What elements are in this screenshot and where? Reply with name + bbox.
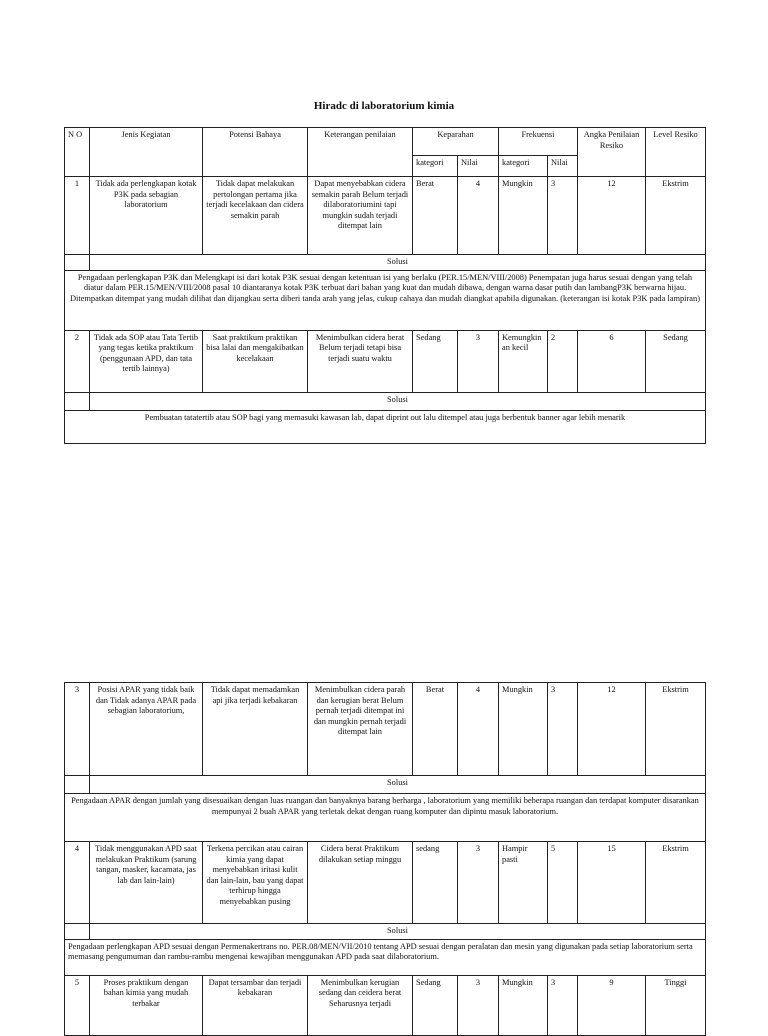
row-keparahan-nilai: 4: [458, 177, 499, 255]
row-keparahan-nilai: 3: [458, 842, 499, 924]
row-keparahan-kategori: sedang: [413, 842, 458, 924]
row-keparahan-nilai: 3: [458, 330, 499, 392]
header-frekuensi: Frekuensi: [499, 128, 578, 156]
row-angka-penilaian: 6: [578, 330, 646, 392]
solusi-text: Pengadaan perlengkapan P3K dan Melengkapi isi dari kotak P3K sesuai dengan ketentuan isi yang berlaku (PER.15/MEN/VIII/2008) Penempatan juga harus sesuai dengan yang telah diatur dalam PER.15/MEN/VIII/2008 pasal 10 diantaranya kotak P3K terbuat dari bahan yang kuat dan mudah dibawa, dengan warna dasar putih dan lambangP3K berwarna hijau. Ditempatkan ditempat yang mudah dilihat dan dijangkau serta diberi tanda arah yang jelas, cukup cahaya dan mudah diangkat apabila digunakan. (keterangan isi kotak P3K pada lampiran): [65, 270, 706, 330]
row-level-resiko: Ekstrim: [646, 842, 706, 924]
row-keparahan-kategori: Sedang: [413, 975, 458, 1035]
row-no: 1: [65, 177, 90, 255]
table-row: [65, 177, 706, 255]
row-keparahan-kategori: Berat: [413, 683, 458, 776]
row-keparahan-nilai: 3: [458, 975, 499, 1035]
row-potensi-bahaya: Tidak dapat memadamkan api jika terjadi kebakaran: [203, 683, 308, 776]
header-keparahan: Keparahan: [413, 128, 499, 156]
header-frekuensi-nilai: Nilai: [548, 156, 578, 177]
table-row: [65, 330, 706, 392]
row-jenis-kegiatan: Posisi APAR yang tidak baik dan Tidak adanya APAR pada sebagian laboratorium,: [90, 683, 203, 776]
row-angka-penilaian: 12: [578, 683, 646, 776]
solusi-text: Pengadaan perlengkapan APD sesuai dengan Permenakertrans no. PER.08/MEN/VII/2010 tentang APD sesuai dengan peralatan dan mesin yang digunakan pada setiap laboratorium serta memasang pengumuman dan rambu-rambu mengenai kewajiban menggunakan APD pada saat dilaboratorium.: [65, 939, 706, 975]
row-frekuensi-kategori: Mungkin: [499, 683, 548, 776]
row-frekuensi-kategori: Hampir pasti: [499, 842, 548, 924]
row-jenis-kegiatan: Tidak ada SOP atau Tata Tertib yang tegas ketika praktikum (penggunaan APD, dan tata tertib lainnya): [90, 330, 203, 392]
row-jenis-kegiatan: Proses praktikum dengan bahan kimia yang mudah terbakar: [90, 975, 203, 1035]
row-no: 4: [65, 842, 90, 924]
header-no: N O: [65, 128, 90, 177]
row-no: 2: [65, 330, 90, 392]
solusi-label: Solusi: [90, 392, 706, 410]
row-keterangan: Menimbulkan cidera parah dan kerugian berat Belum pernah terjadi ditempat ini dan mungkin pernah terjadi ditempat lain: [308, 683, 413, 776]
row-potensi-bahaya: Terkena percikan atau cairan kimia yang dapat menyebabkan iritasi kulit dan lain-lain, bau yang dapat terhirup hingga menyebabkan pusing: [203, 842, 308, 924]
row-potensi-bahaya: Tidak dapat melakukan pertolongan pertama jika terjadi kecelakaan dan cidera semakin parah: [203, 177, 308, 255]
hiradc-table-2: [64, 682, 706, 1036]
header-keterangan-penilaian: Keterangan penilaian: [308, 128, 413, 177]
header-keparahan-kategori: kategori: [413, 156, 458, 177]
row-frekuensi-nilai: 3: [548, 683, 578, 776]
header-keparahan-nilai: Nilai: [458, 156, 499, 177]
solusi-label: Solusi: [90, 255, 706, 271]
row-angka-penilaian: 15: [578, 842, 646, 924]
row-frekuensi-nilai: 3: [548, 177, 578, 255]
row-keparahan-kategori: Sedang: [413, 330, 458, 392]
row-keterangan: Menimbulkan cidera berat Belum terjadi tetapi bisa terjadi suatu waktu: [308, 330, 413, 392]
row-keterangan: Cidera berat Praktikum dilakukan setiap minggu: [308, 842, 413, 924]
table-row: [65, 683, 706, 776]
header-potensi-bahaya: Potensi Bahaya: [203, 128, 308, 177]
header-angka-penilaian: Angka Penilaian Resiko: [578, 128, 646, 177]
header-frekuensi-kategori: kategori: [499, 156, 548, 177]
solusi-text: Pengadaan APAR dengan jumlah yang disesuaikan dengan luas ruangan dan banyaknya barang berharga , laboratorium yang memiliki beberapa ruangan dan terdapat komputer disarankan mempunyai 2 buah APAR yang terletak dekat dengan ruang komputer dan dipintu masuk laboratorium.: [65, 794, 706, 842]
row-keparahan-kategori: Berat: [413, 177, 458, 255]
row-level-resiko: Ekstrim: [646, 683, 706, 776]
row-frekuensi-kategori: Kemungkinan kecil: [499, 330, 548, 392]
header-level-resiko: Level Resiko: [646, 128, 706, 177]
hiradc-table-1: [64, 127, 706, 444]
row-frekuensi-kategori: Mungkin: [499, 177, 548, 255]
row-no: 5: [65, 975, 90, 1035]
row-frekuensi-kategori: Mungkin: [499, 975, 548, 1035]
row-frekuensi-nilai: 5: [548, 842, 578, 924]
header-jenis-kegiatan: Jenis Kegiatan: [90, 128, 203, 177]
row-level-resiko: Ekstrim: [646, 177, 706, 255]
row-keparahan-nilai: 4: [458, 683, 499, 776]
row-no: 3: [65, 683, 90, 776]
row-potensi-bahaya: Dapat tersambar dan terjadi kebakaran: [203, 975, 308, 1035]
row-keterangan: Dapat menyebabkan cidera semakin parah Belum terjadi dilaboratoriumini tapi mungkin sudah terjadi ditempat lain: [308, 177, 413, 255]
table-row: [65, 842, 706, 924]
row-potensi-bahaya: Saat praktikum praktikan bisa lalai dan mengakibatkan kecelakaan: [203, 330, 308, 392]
row-angka-penilaian: 12: [578, 177, 646, 255]
row-jenis-kegiatan: Tidak menggunakan APD saat melakukan Praktikum (sarung tangan, masker, kacamata, jas lab dan lain-lain): [90, 842, 203, 924]
table-row: [65, 975, 706, 1035]
row-frekuensi-nilai: 2: [548, 330, 578, 392]
solusi-text: Pembuatan tatatertib atau SOP bagi yang memasuki kawasan lab, dapat diprint out lalu ditempel atau juga berbentuk banner agar lebih menarik: [65, 410, 706, 443]
row-keterangan: Menimbulkan kerugian sedang dan ceidera berat Seharusnya terjadi: [308, 975, 413, 1035]
row-angka-penilaian: 9: [578, 975, 646, 1035]
solusi-label: Solusi: [90, 776, 706, 794]
row-level-resiko: Tinggi: [646, 975, 706, 1035]
row-jenis-kegiatan: Tidak ada perlengkapan kotak P3K pada sebagian laboratorium: [90, 177, 203, 255]
document-title: Hiradc di laboratorium kimia: [313, 100, 455, 112]
solusi-label: Solusi: [90, 924, 706, 940]
row-frekuensi-nilai: 3: [548, 975, 578, 1035]
row-level-resiko: Sedang: [646, 330, 706, 392]
